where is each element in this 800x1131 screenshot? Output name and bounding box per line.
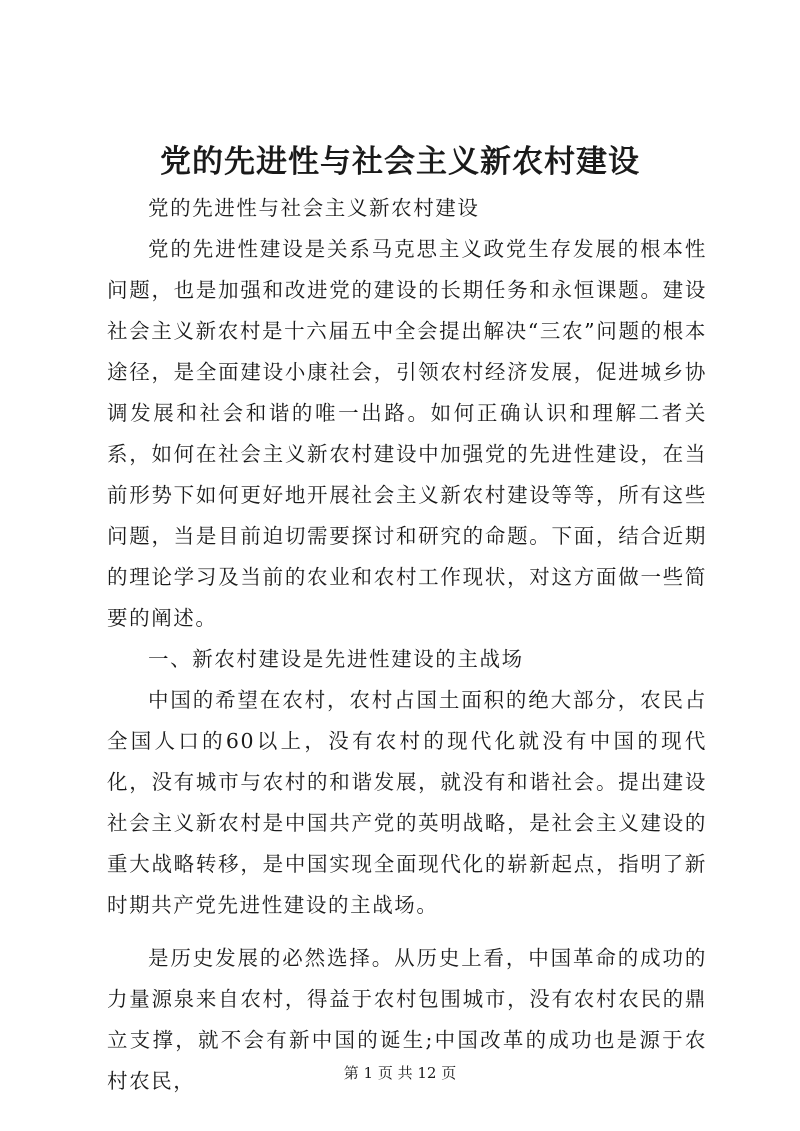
paragraph-intro: 党的先进性建设是关系马克思主义政党生存发展的根本性问题，也是加强和改进党的建设的长期任务和永恒课题。建设社会主义新农村是十六届五中全会提出解决“三农”问题的根本途径，是全面建设小康社会，引领农村经济发展，促进城乡协调发展和社会和谐的唯一出路。如何正确认识和理解二者关系，如何在社会主义新农村建设中加强党的先进性建设，在当前形势下如何更好地开展社会主义新农村建设等等，所有这些问题，当是目前迫切需要探讨和研究的命题。下面，结合近期的理论学习及当前的农业和农村工作现状，对这方面做一些简要的阐述。 <box>107 237 707 630</box>
page-footer: 第 1 页 共 12 页 <box>343 1064 457 1082</box>
paragraph-body: 是历史发展的必然选择。从历史上看，中国革命的成功的力量源泉来自农村，得益于农村包围城市，没有农村农民的鼎立支撑，就不会有新中国的诞生;中国改革的成功也是源于农村农民， <box>107 946 707 1093</box>
paragraph-body: 中国的希望在农村，农村占国土面积的绝大部分，农民占全国人口的60以上，没有农村的现代化就没有中国的现代化，没有城市与农村的和谐发展，就没有和谐社会。提出建设社会主义新农村是中国共产党的英明战略，是社会主义建设的重大战略转移，是中国实现全面现代化的崭新起点，指明了新时期共产党先进性建设的主战场。 <box>107 688 707 917</box>
section-heading: 一、新农村建设是先进性建设的主战场 <box>148 647 524 671</box>
paragraph-subtitle: 党的先进性与社会主义新农村建设 <box>148 196 480 220</box>
document-title: 党的先进性与社会主义新农村建设 <box>160 144 640 180</box>
document-body <box>107 188 707 1102</box>
